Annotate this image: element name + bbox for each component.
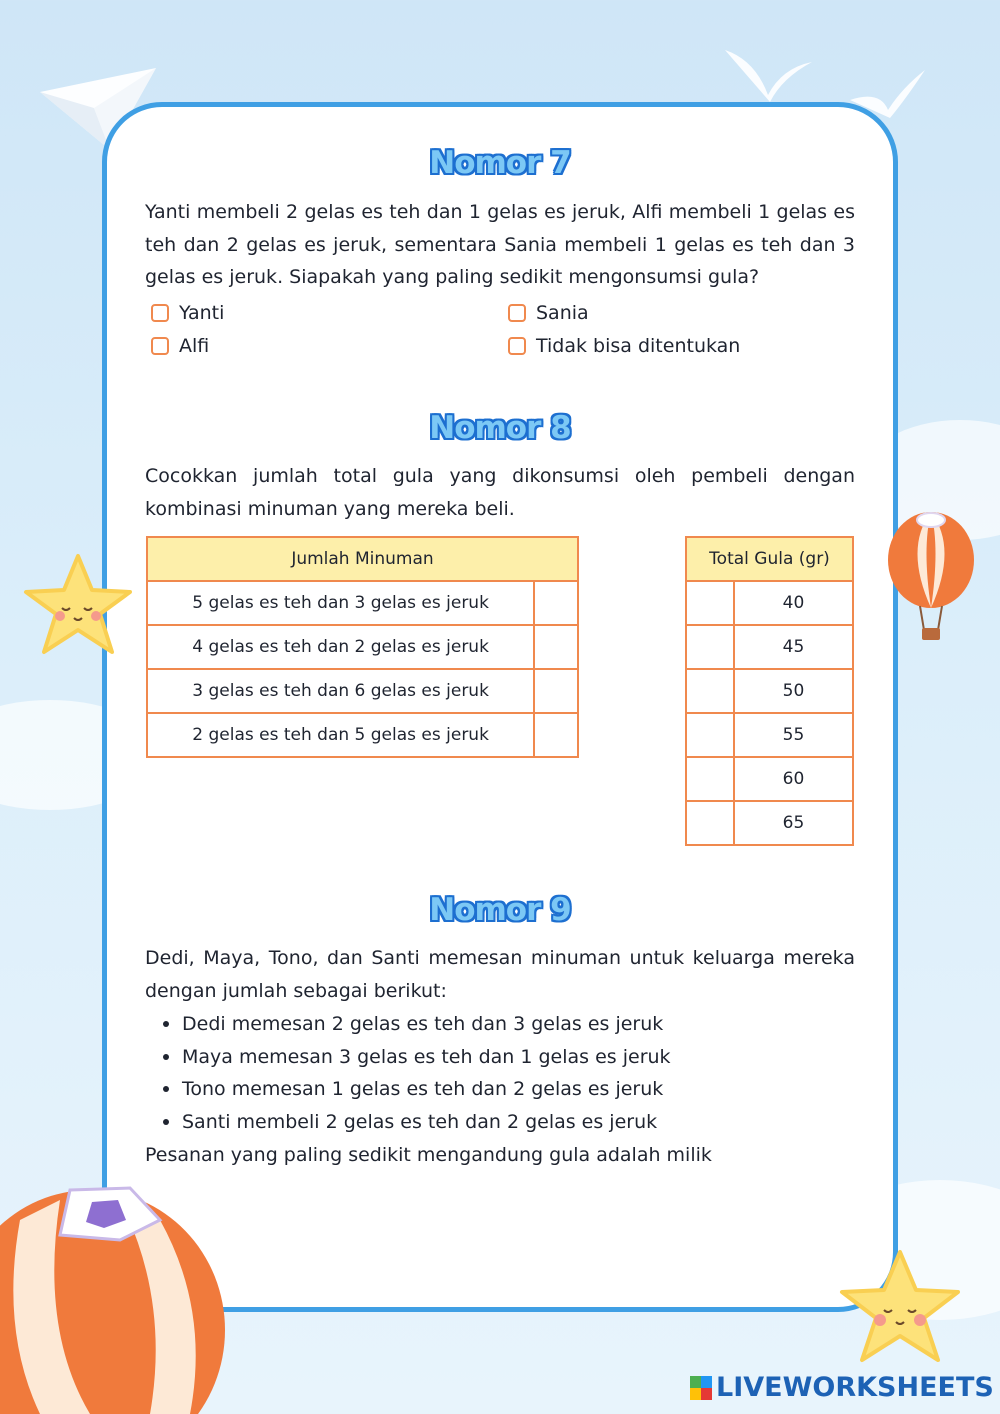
table-row	[686, 669, 853, 713]
hot-air-balloon-icon	[0, 1180, 230, 1414]
checkbox[interactable]	[151, 337, 169, 355]
combination-cell: 5 gelas es teh dan 3 gelas es jeruk	[147, 581, 534, 625]
question-9-intro: Dedi, Maya, Tono, dan Santi memesan minuman untuk keluarga mereka dengan jumlah sebagai berikut:	[145, 947, 855, 1002]
match-point[interactable]	[686, 713, 734, 757]
table-row	[147, 625, 578, 669]
table-row	[147, 669, 578, 713]
checkbox[interactable]	[508, 304, 526, 322]
sugar-value-cell: 65	[734, 801, 853, 845]
question-9-title: Nomor 9	[429, 892, 571, 928]
liveworksheets-logo	[690, 1372, 994, 1403]
match-point[interactable]	[534, 713, 578, 757]
combination-cell: 2 gelas es teh dan 5 gelas es jeruk	[147, 713, 534, 757]
sugar-value-cell: 60	[734, 757, 853, 801]
checkbox[interactable]	[508, 337, 526, 355]
list-item: Dedi memesan 2 gelas es teh dan 3 gelas es jeruk	[182, 1008, 671, 1041]
table-row	[147, 581, 578, 625]
match-point[interactable]	[534, 625, 578, 669]
brand-logo-icon	[690, 1376, 712, 1400]
option-tidak-bisa-ditentukan[interactable]	[508, 335, 740, 357]
combination-cell: 4 gelas es teh dan 2 gelas es jeruk	[147, 625, 534, 669]
question-9-closing: Pesanan yang paling sedikit mengandung gula adalah milik	[145, 1144, 712, 1166]
match-point[interactable]	[534, 669, 578, 713]
match-point[interactable]	[534, 581, 578, 625]
brand-name: LIVEWORKSHEETS	[716, 1372, 994, 1403]
question-7-title: Nomor 7	[429, 145, 571, 181]
combination-cell: 3 gelas es teh dan 6 gelas es jeruk	[147, 669, 534, 713]
order-list	[182, 1008, 671, 1139]
sugar-value-cell: 45	[734, 625, 853, 669]
match-point[interactable]	[686, 669, 734, 713]
list-item: Santi membeli 2 gelas es teh dan 2 gelas es jeruk	[182, 1106, 671, 1139]
table-header: Jumlah Minuman	[147, 537, 578, 581]
sugar-value-cell: 40	[734, 581, 853, 625]
option-alfi[interactable]	[151, 335, 209, 357]
star-icon	[22, 552, 134, 658]
checkbox[interactable]	[151, 304, 169, 322]
question-7-text: Yanti membeli 2 gelas es teh dan 1 gelas es jeruk, Alfi membeli 1 gelas es teh dan 2 gelas es jeruk, sementara Sania membeli 1 gelas es teh dan 3 gelas es jeruk. Siapakah yang paling sedikit mengonsumsi gula?	[145, 201, 855, 288]
question-8-text: Cocokkan jumlah total gula yang dikonsumsi oleh pembeli dengan kombinasi minuman yang mereka beli.	[145, 465, 855, 520]
sugar-value-cell: 50	[734, 669, 853, 713]
match-point[interactable]	[686, 757, 734, 801]
hot-air-balloon-icon	[884, 508, 978, 648]
table-header: Total Gula (gr)	[686, 537, 853, 581]
list-item: Tono memesan 1 gelas es teh dan 2 gelas es jeruk	[182, 1073, 671, 1106]
table-row	[686, 757, 853, 801]
option-sania[interactable]	[508, 302, 589, 324]
match-point[interactable]	[686, 801, 734, 845]
sugar-value-cell: 55	[734, 713, 853, 757]
match-point[interactable]	[686, 625, 734, 669]
total-sugar-table	[685, 536, 854, 846]
option-yanti[interactable]	[151, 302, 224, 324]
table-row	[686, 713, 853, 757]
option-label: Yanti	[179, 302, 225, 324]
match-point[interactable]	[686, 581, 734, 625]
question-8-title: Nomor 8	[429, 410, 571, 446]
drink-combination-table	[146, 536, 579, 758]
star-icon	[838, 1248, 962, 1366]
option-label: Sania	[536, 302, 589, 324]
list-item: Maya memesan 3 gelas es teh dan 1 gelas es jeruk	[182, 1041, 671, 1074]
table-row	[686, 581, 853, 625]
table-row	[686, 625, 853, 669]
table-row	[147, 713, 578, 757]
option-label: Tidak bisa ditentukan	[536, 335, 741, 357]
option-label: Alfi	[179, 335, 210, 357]
table-row	[686, 801, 853, 845]
